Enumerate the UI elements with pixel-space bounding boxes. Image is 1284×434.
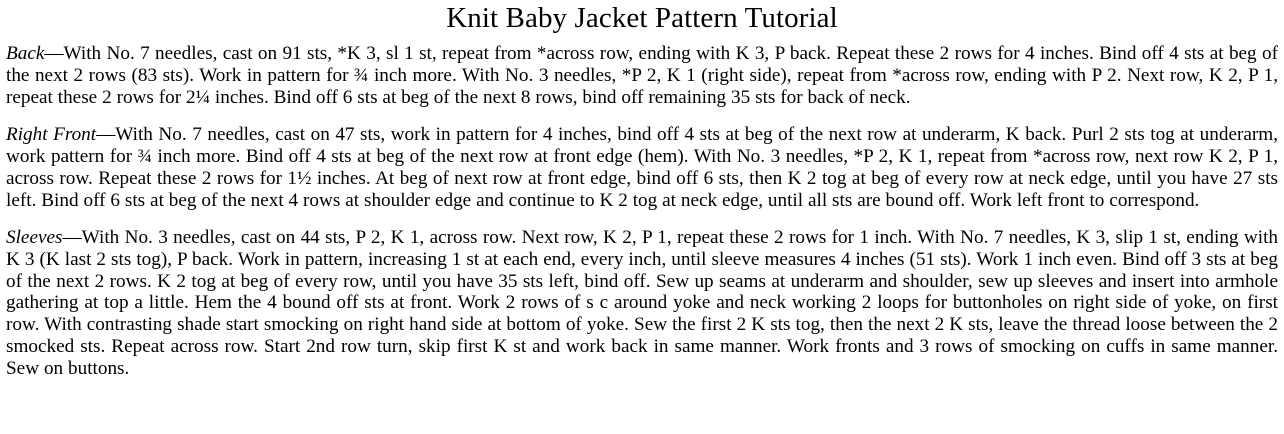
section-dash-sleeves: —: [62, 226, 82, 248]
section-label-right-front: Right Front: [6, 124, 97, 146]
section-label-sleeves: Sleeves: [6, 226, 63, 248]
section-dash-back: —: [44, 43, 64, 65]
section-back: [6, 43, 1278, 109]
section-sleeves: [6, 227, 1278, 380]
section-right-front: [6, 124, 1278, 212]
section-body-back: With No. 7 needles, cast on 91 sts, *K 3, sl 1 st, repeat from *across row, ending with K 3, P back. Repeat these 2 rows for 4 inches. Bind off 4 sts at beg of the next 2 rows (83 sts). Work in pattern for ¾ inch more. With No. 3 needles, *P 2, K 1 (right side), repeat from *across row, ending with P 2. Next row, K 2, P 1, repeat these 2 rows for 2¼ inches. Bind off 6 sts at beg of the next 8 rows, bind off remaining 35 sts for back of neck.: [6, 43, 1278, 109]
section-label-back: Back: [6, 43, 45, 65]
section-body-right-front: With No. 7 needles, cast on 47 sts, work in pattern for 4 inches, bind off 4 sts at beg of the next row at underarm, K back. Purl 2 sts tog at underarm, work pattern for ¾ inch more. Bind off 4 sts at beg of the next row at front edge (hem). With No. 3 needles, *P 2, K 1, repeat from *across row, next row K 2, P 1, across row. Repeat these 2 rows for 1½ inches. At beg of next row at front edge, bind off 6 sts, then K 2 tog at beg of every row at neck edge, until you have 27 sts left. Bind off 6 sts at beg of the next 4 rows at shoulder edge and continue to K 2 tog at neck edge, until all sts are bound off. Work left front to correspond.: [6, 124, 1278, 211]
page-title: Knit Baby Jacket Pattern Tutorial: [446, 2, 838, 34]
document-page: [0, 2, 1284, 434]
section-dash-right-front: —: [96, 124, 116, 146]
section-body-sleeves: With No. 3 needles, cast on 44 sts, P 2, K 1, across row. Next row, K 2, P 1, repeat these 2 rows for 1 inch. With No. 7 needles, K 3, slip 1 st, ending with K 3 (K last 2 sts tog), P back. Work in pattern, increasing 1 st at each end, every inch, until sleeve measures 4 inches (51 sts). Work 1 inch even. Bind off 3 sts at beg of the next 2 rows. K 2 tog at beg of every row, until you have 35 sts left, bind off. Sew up seams at underarm and shoulder, sew up sleeves and insert into armhole gathering at top a little. Hem the 4 bound off sts at front. Work 2 rows of s c around yoke and neck working 2 loops for buttonholes on right side of yoke, on first row. With contrasting shade start smocking on right hand side at bottom of yoke. Sew the first 2 K sts tog, then the next 2 K sts, leave the thread loose between the 2 smocked sts. Repeat across row. Start 2nd row turn, skip first K st and work back in same manner. Work fronts and 3 rows of smocking on cuffs in same manner. Sew on buttons.: [6, 226, 1278, 380]
